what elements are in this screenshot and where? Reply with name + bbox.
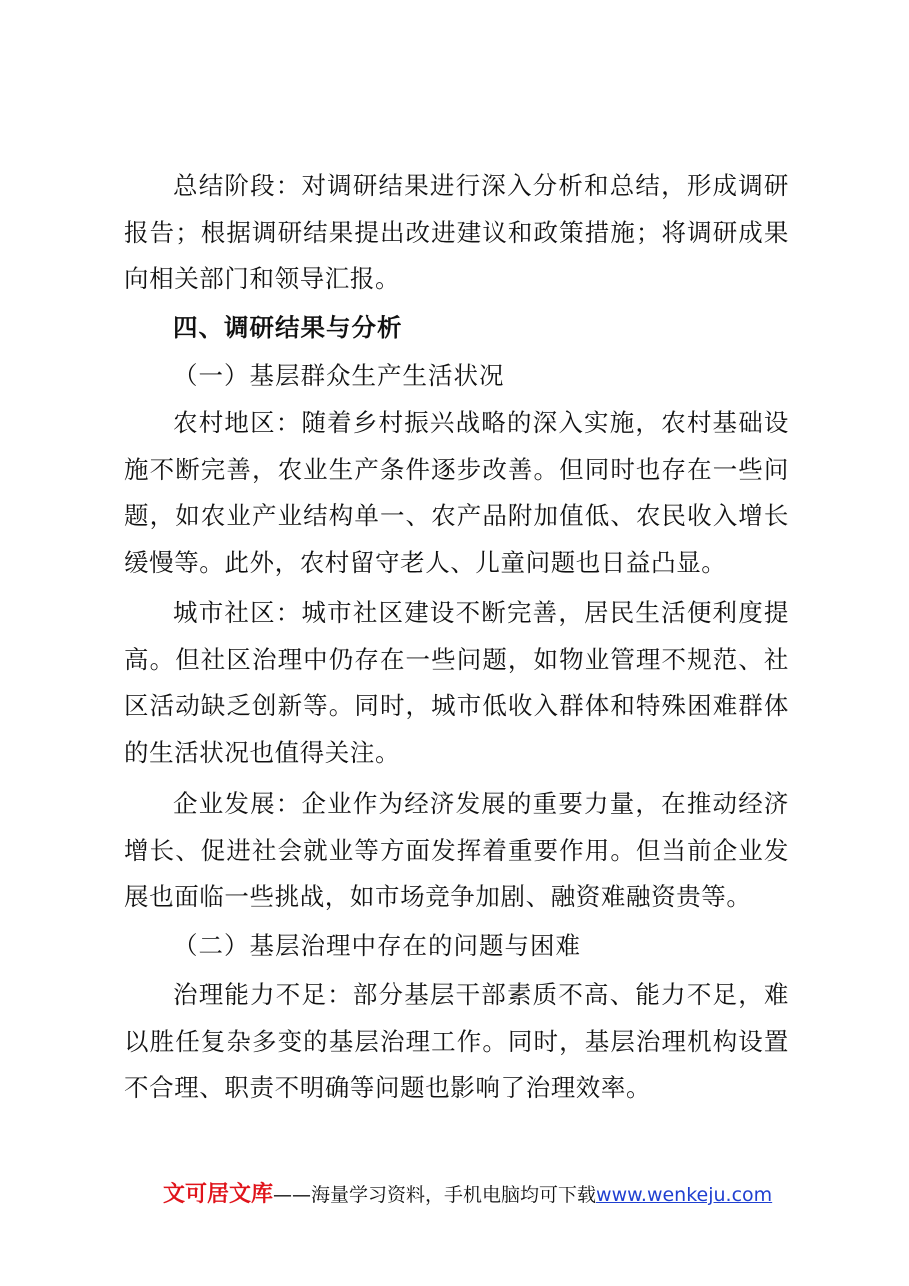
section-heading-results: 四、调研结果与分析 [173,313,403,342]
paragraph-enterprise-development: 企业发展：企业作为经济发展的重要力量，在推动经济增长、促进社会就业等方面发挥着重要作用。但当前企业发展也面临一些挑战，如市场竞争加剧、融资难融资贵等。 [124,789,789,911]
subsection-heading-governance-problems: （二）基层治理中存在的问题与困难 [173,931,581,960]
footer-site-link[interactable]: www.wenkeju.com [596,1184,773,1206]
footer-slogan: ——海量学习资料，手机电脑均可下载 [273,1184,597,1206]
paragraph-rural-areas: 农村地区：随着乡村振兴战略的深入实施，农村基础设施不断完善，农业生产条件逐步改善。但同时也存在一些问题，如农业产业结构单一、农产品附加值低、农民收入增长缓慢等。此外，农村留守老人、儿童问题也日益凸显。 [124,408,789,577]
subsection-heading-living-conditions: （一）基层群众生产生活状况 [173,361,505,390]
paragraph-urban-communities: 城市社区：城市社区建设不断完善，居民生活便利度提高。但社区治理中仍存在一些问题，如物业管理不规范、社区活动缺乏创新等。同时，城市低收入群体和特殊困难群体的生活状况也值得关注。 [124,598,789,767]
footer-banner [163,1180,772,1210]
paragraph-governance-capacity: 治理能力不足：部分基层干部素质不高、能力不足，难以胜任复杂多变的基层治理工作。同时，基层治理机构设置不合理、职责不明确等问题也影响了治理效率。 [124,980,789,1102]
footer-brand: 文可居文库 [163,1182,274,1207]
paragraph-summary-stage: 总结阶段：对调研结果进行深入分析和总结，形成调研报告；根据调研结果提出改进建议和政策措施；将调研成果向相关部门和领导汇报。 [124,171,789,293]
